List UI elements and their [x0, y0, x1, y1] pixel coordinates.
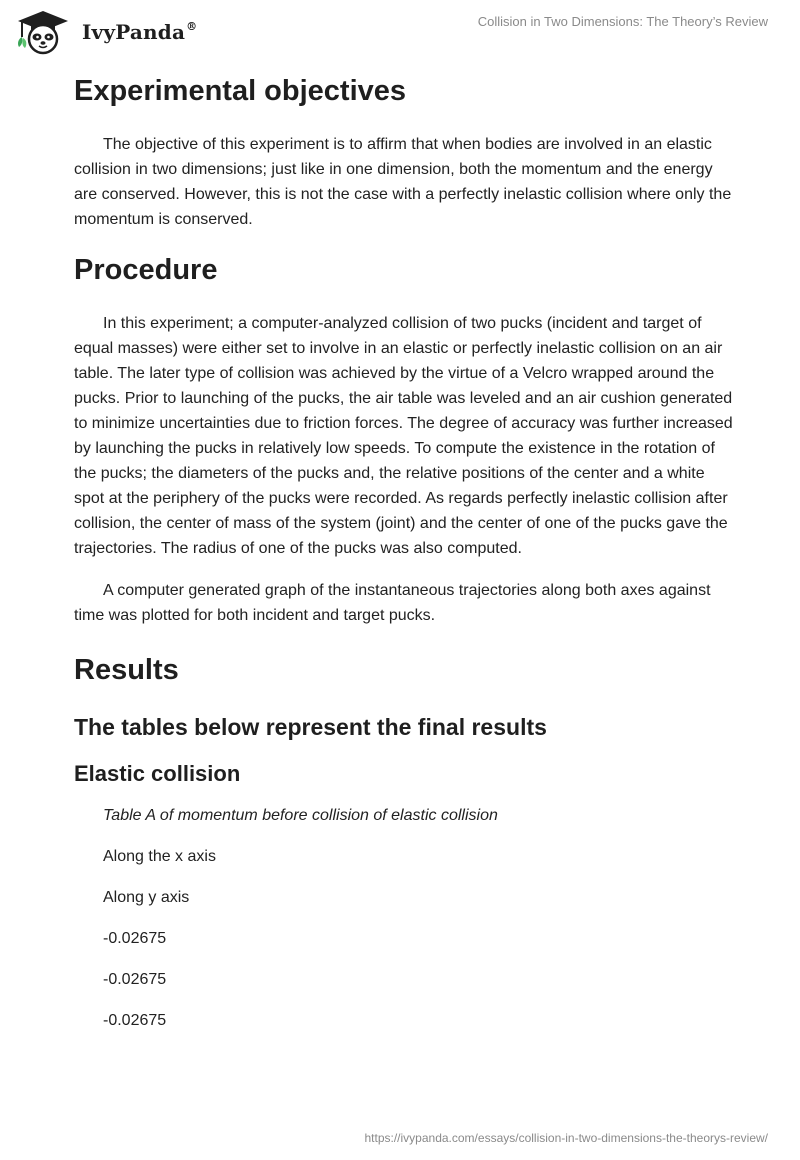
essay-content	[74, 72, 734, 1032]
objectives-paragraph: The objective of this experiment is to affirm that when bodies are involved in an elastic collision in two dimensions; just like in one dimension, both the momentum and the energy are conserved. However, this is not the case with a perfectly inelastic collision where only the momentum is conserved.	[74, 136, 732, 228]
heading-elastic-collision: Elastic collision	[74, 761, 241, 786]
page-header	[0, 0, 800, 60]
heading-experimental-objectives: Experimental objectives	[74, 75, 407, 107]
table-line: -0.02675	[103, 1012, 167, 1029]
heading-results: Results	[74, 654, 179, 686]
table-line: Along the x axis	[103, 848, 216, 865]
heading-tables-below: The tables below represent the final results	[74, 714, 547, 740]
table-line: Along y axis	[103, 889, 190, 906]
document-title: Collision in Two Dimensions: The Theory’s Review	[477, 14, 768, 29]
table-line: -0.02675	[103, 971, 167, 988]
table-caption: Table A of momentum before collision of elastic collision	[103, 807, 498, 824]
source-url-link[interactable]: https://ivypanda.com/essays/collision-in-two-dimensions-the-theorys-review/	[364, 1131, 768, 1145]
ivypanda-logo[interactable]	[14, 9, 197, 55]
table-line: -0.02675	[103, 930, 167, 947]
heading-procedure: Procedure	[74, 254, 218, 286]
procedure-paragraph-1: In this experiment; a computer-analyzed collision of two pucks (incident and target of equal masses) were either set to involve in an elastic or perfectly inelastic collision on an air table. The later type of collision was achieved by the virtue of a Velcro wrapped around the pucks. Prior to launching of the pucks, the air table was leveled and an air cushion generated to minimize uncertainties due to friction forces. The degree of accuracy was further increased by launching the pucks in relatively low speeds. To compute the existence in the rotation of the pucks; the diameters of the pucks and, the relative positions of the center and a white spot at the periphery of the pucks were recorded. As regards perfectly inelastic collision after collision, the center of mass of the system (joint) and the center of one of the pucks gave the trajectories. The radius of one of the pucks was also computed.	[74, 315, 733, 557]
procedure-paragraph-2: A computer generated graph of the instantaneous trajectories along both axes against time was plotted for both incident and target pucks.	[74, 582, 711, 624]
logo-wordmark: IvyPanda®	[82, 20, 198, 44]
panda-grad-cap-icon	[14, 9, 76, 55]
